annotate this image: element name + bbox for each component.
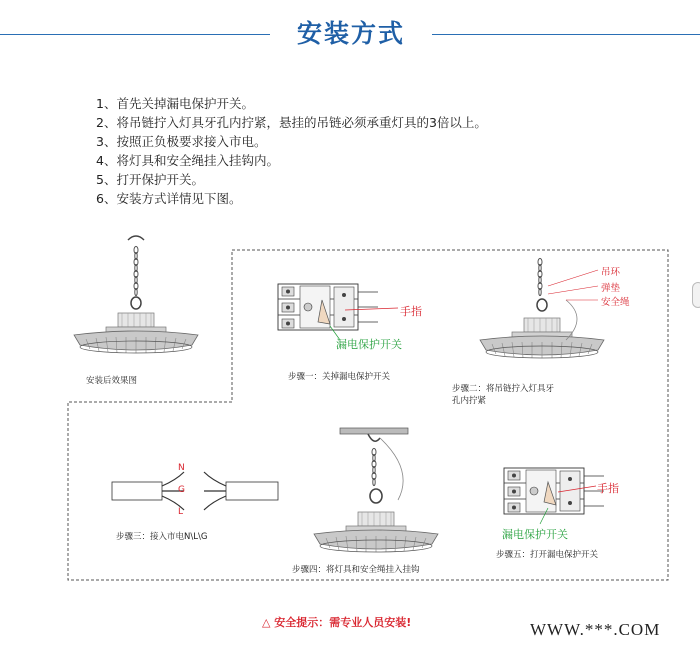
wire-g-label: G bbox=[178, 485, 185, 495]
step3-wiring-figure bbox=[112, 472, 278, 510]
step5-caption: 步骤五：打开漏电保护开关 bbox=[496, 550, 599, 560]
step1-breaker-figure bbox=[278, 284, 398, 340]
instruction-step: 5、打开保护开关。 bbox=[96, 172, 204, 187]
step2-lamp-figure bbox=[480, 258, 604, 358]
safety-notice: △ 安全提示：需专业人员安装! bbox=[262, 616, 412, 629]
step2-rope-label: 安全绳 bbox=[601, 297, 630, 308]
step2-ring-label: 吊环 bbox=[601, 267, 621, 278]
step2-washer-label: 弹垫 bbox=[601, 283, 621, 294]
installed-caption: 安装后效果图 bbox=[86, 376, 138, 386]
step3-caption: 步骤三：接入市电N\L\G bbox=[116, 532, 208, 542]
wire-l-label: L bbox=[178, 507, 184, 517]
installed-lamp-figure bbox=[74, 236, 198, 353]
step4-lamp-figure bbox=[314, 428, 438, 552]
step5-breaker-figure bbox=[504, 468, 604, 524]
step1-caption: 步骤一：关掉漏电保护开关 bbox=[288, 372, 391, 382]
page-title: 安装方式 bbox=[296, 19, 405, 48]
instruction-step: 6、安装方式详情见下图。 bbox=[96, 191, 242, 206]
step1-finger-label: 手指 bbox=[400, 305, 422, 318]
instruction-step: 2、将吊链拧入灯具牙孔内拧紧，悬挂的吊链必须承重灯具的3倍以上。 bbox=[96, 115, 487, 130]
instruction-step: 3、按照正负极要求接入市电。 bbox=[96, 134, 267, 149]
instruction-step: 1、首先关掉漏电保护开关。 bbox=[96, 96, 254, 111]
watermark: WWW.***.COM bbox=[530, 620, 661, 639]
step4-caption: 步骤四：将灯具和安全绳挂入挂钩 bbox=[292, 565, 420, 575]
scroll-handle[interactable] bbox=[692, 282, 700, 308]
step1-switch-label: 漏电保护开关 bbox=[336, 338, 402, 351]
step2-caption-line1: 步骤二：将吊链拧入灯具牙 bbox=[452, 384, 555, 394]
step5-switch-label: 漏电保护开关 bbox=[502, 528, 568, 541]
instruction-step: 4、将灯具和安全绳挂入挂钩内。 bbox=[96, 153, 279, 168]
step2-caption-line2: 孔内拧紧 bbox=[452, 396, 487, 406]
step5-finger-label: 手指 bbox=[597, 482, 619, 495]
wire-n-label: N bbox=[178, 463, 185, 473]
